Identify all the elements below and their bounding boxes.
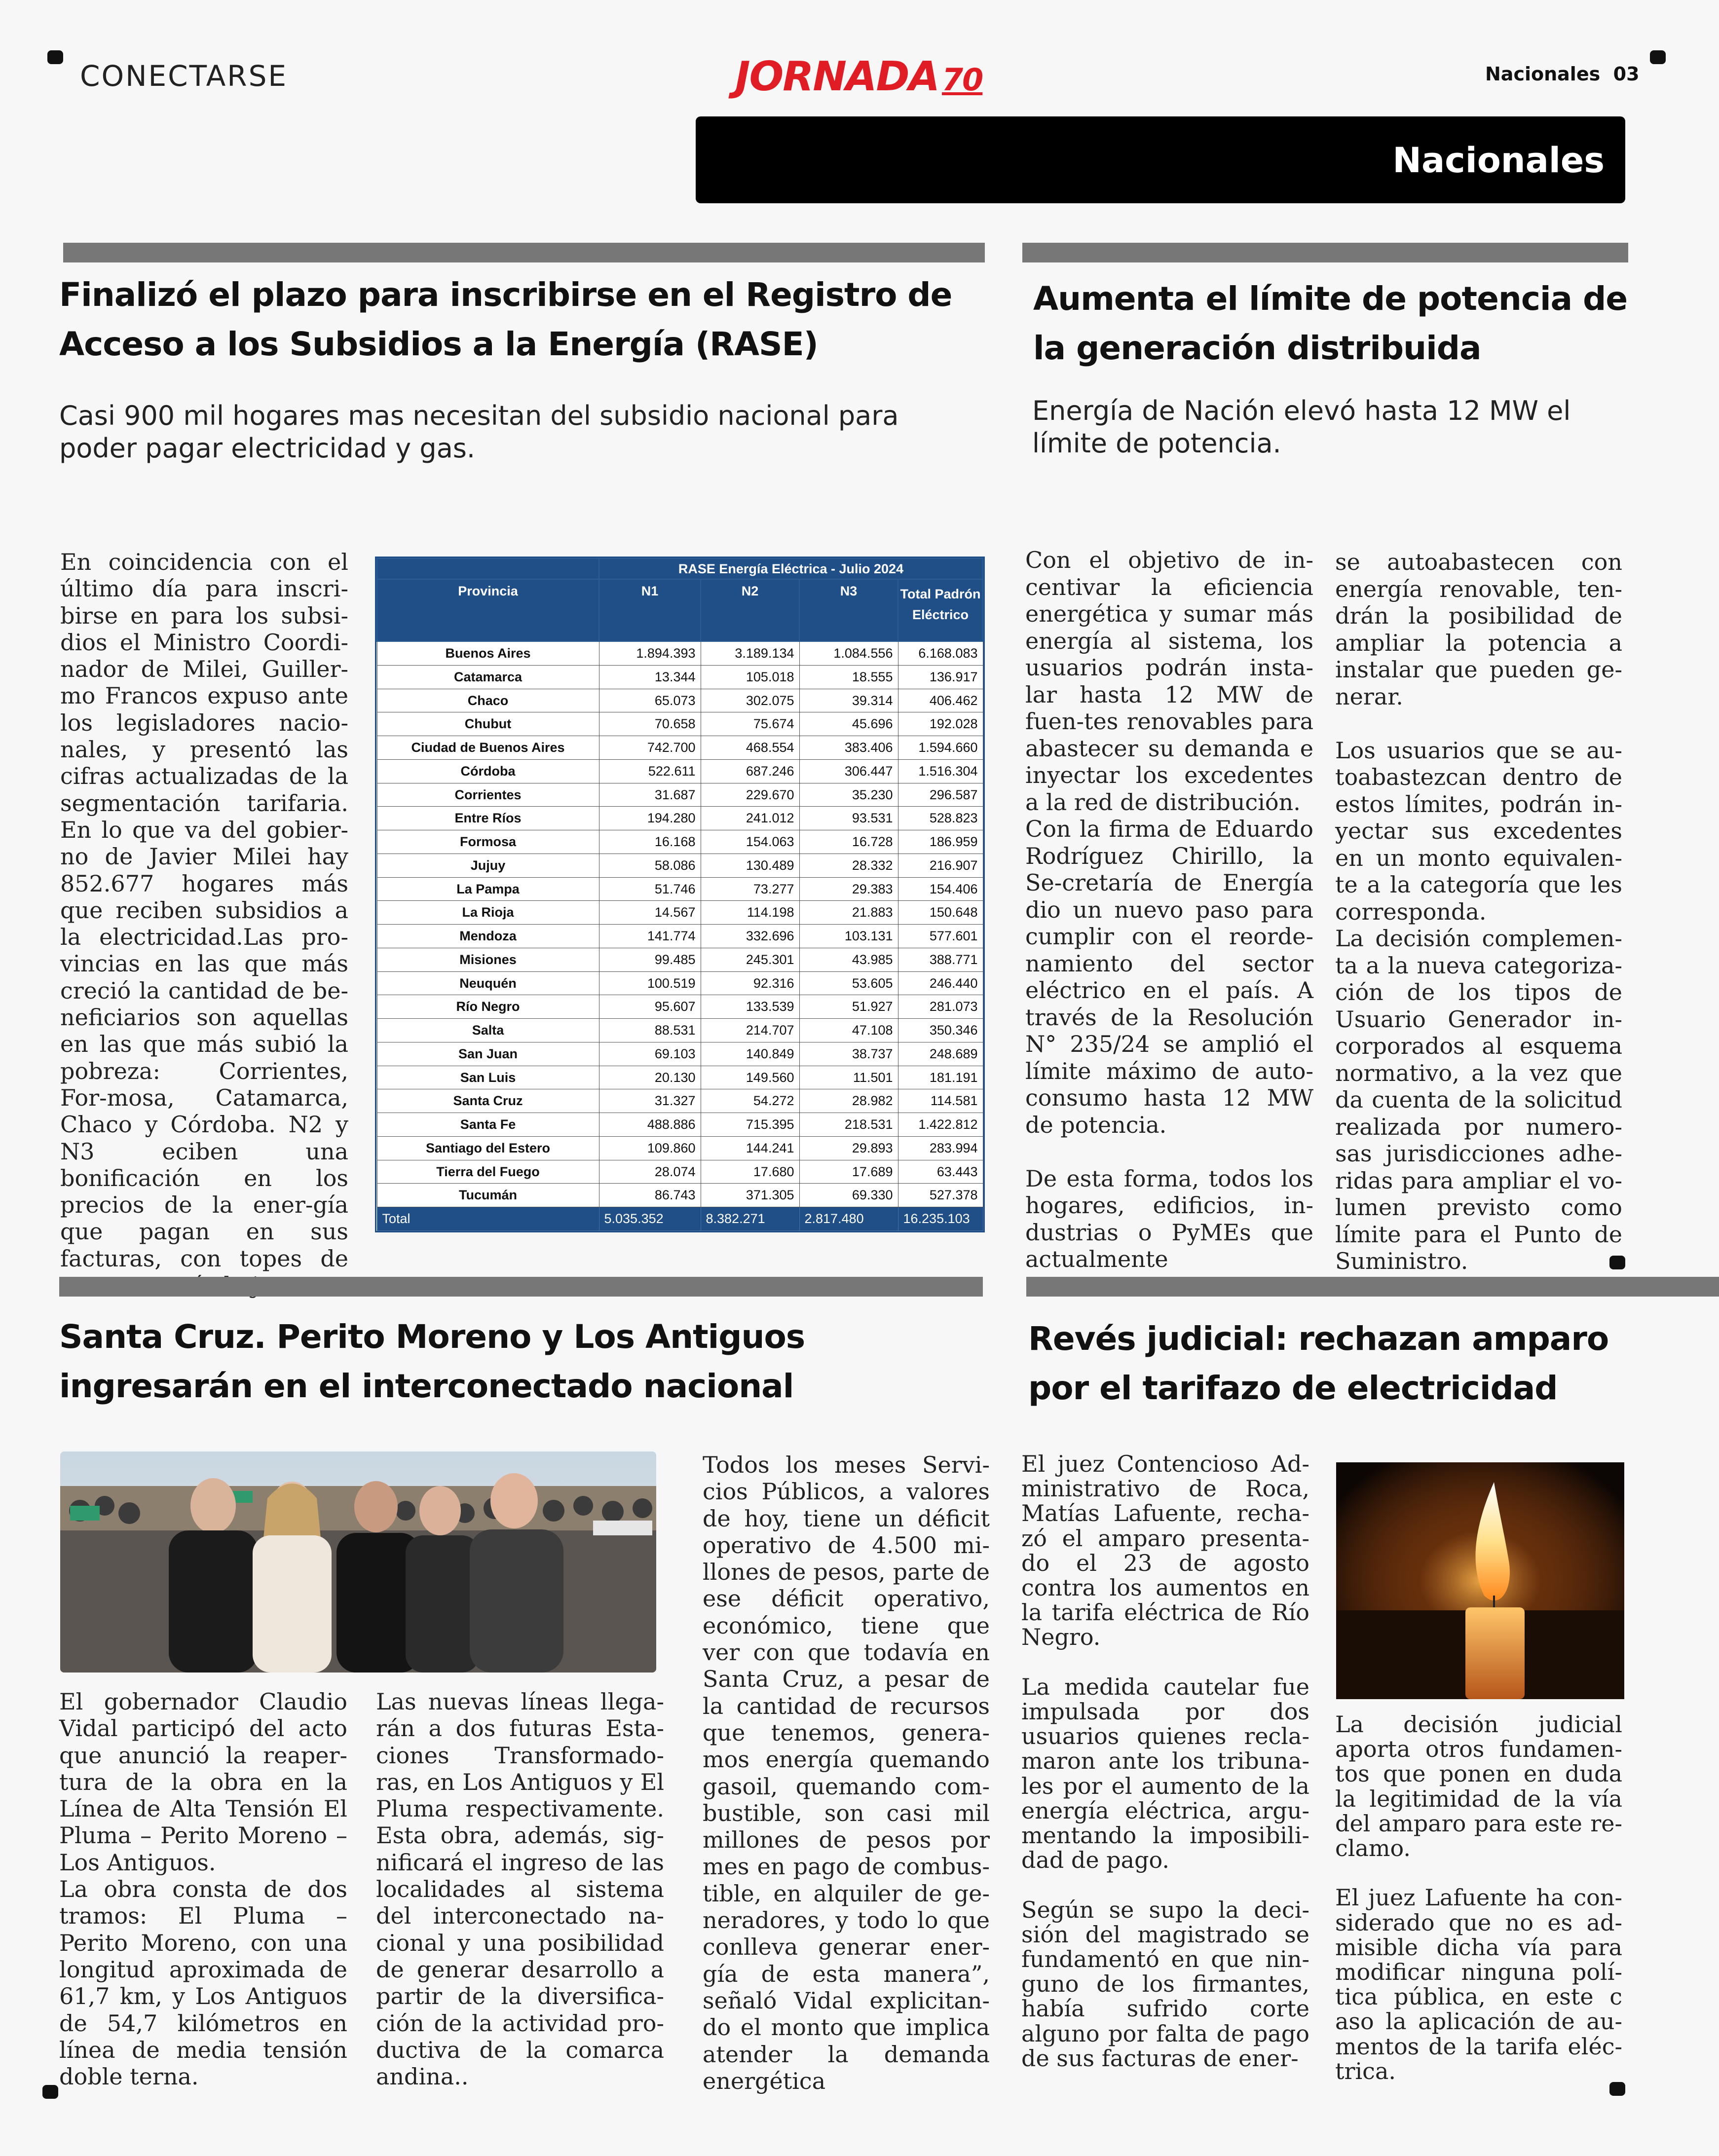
table-cell-total: 283.994 xyxy=(898,1136,983,1160)
table-cell-total: 281.073 xyxy=(898,995,983,1019)
group-photo-svg xyxy=(60,1451,656,1673)
header-n1: N1 xyxy=(599,579,701,641)
table-cell-n3: 53.605 xyxy=(799,971,898,995)
table-cell-total: 16.235.103 xyxy=(898,1207,983,1231)
table-cell-n2: 468.554 xyxy=(701,736,799,760)
table-cell-n3: 43.985 xyxy=(799,948,898,971)
table-cell-n2: 105.018 xyxy=(701,665,799,689)
table-cell-total: 577.601 xyxy=(898,925,983,948)
jornada-logo xyxy=(735,53,982,100)
article-body-santacruz-col2: Las nuevas líneas llega-rán a dos futuras Esta-ciones Transformado-ras, en Los Antiguos y El Pluma respectivamente. Esta obra, además, sig-nificará el ingreso de las localidades al sistema del interconectado na-cional y una posibilidad de generar desarrollo a partir de la diversifica-ción de la actividad pro-ductiva de la comarca andina.. xyxy=(376,1688,664,2090)
table-cell-total: 114.581 xyxy=(898,1089,983,1113)
table-cell-n3: 28.332 xyxy=(799,854,898,877)
table-cell-total: 528.823 xyxy=(898,807,983,830)
article-body-rase: En coincidencia con el último día para inscri-birse en para los subsi-dios el Ministro Coordi-nador de Milei, Guiller-mo Francos expuso ante los legisladores nacio-nales, y presentó las cifras actualizadas de la segmentación tarifaria. En lo que va del gobier-no de Javier Milei hay 852.677 hogares más que reciben subsidios a la electricidad.Las pro-vincias en las que más creció la cantidad de be-neficiarios son aquellas en las que más subió la pobreza: Corrientes, For-mosa, Catamarca, Chaco y Córdoba. N2 y N3 eciben una bonificación en los precios de la ener-gía que pagan en sus facturas, con topes de xyxy=(60,549,348,1272)
table-cell-n2: 245.301 xyxy=(701,948,799,971)
table-cell-n1: 5.035.352 xyxy=(599,1207,701,1231)
table-cell-n1: 28.074 xyxy=(599,1160,701,1184)
table-cell-n1: 100.519 xyxy=(599,971,701,995)
table-cell-n1: 58.086 xyxy=(599,854,701,877)
conectarse-logo: CONECTARSE xyxy=(80,59,288,93)
table-row xyxy=(377,783,983,807)
table-cell-n3: 103.131 xyxy=(799,925,898,948)
table-cell-prov: Santiago del Estero xyxy=(377,1136,599,1160)
table-cell-n2: 3.189.134 xyxy=(701,641,799,665)
table-cell-prov: Santa Cruz xyxy=(377,1089,599,1113)
article-body-santacruz-col3: Todos los meses Servi-cios Públicos, a valores de hoy, tiene un déficit operativo de 4.500 mi-llones de pesos, parte de ese déficit operativo, económico, tiene que ver con que todavía en Santa Cruz, a pesar de la cantidad de recursos que tenemos, genera-mos energía quemando gasoil, quemando com-bustible, son casi mil millones de pesos por mes en pago de combus-tible, en alquiler de ge-neradores, y todo lo que conlleva generar ener-gía de esta manera”, señaló Vidal explicitan-do el monto que implica atender la demanda energética xyxy=(703,1451,990,2094)
table-cell-total: 1.516.304 xyxy=(898,759,983,783)
table-cell-n2: 302.075 xyxy=(701,689,799,712)
table-cell-n3: 29.893 xyxy=(799,1136,898,1160)
article-deck-rase: Casi 900 mil hogares mas necesitan del subsidio nacional para poder pagar electricidad y gas. xyxy=(59,400,899,464)
table-row xyxy=(377,925,983,948)
table-cell-total: 296.587 xyxy=(898,783,983,807)
header-n3: N3 xyxy=(799,579,898,641)
table-cell-n3: 29.383 xyxy=(799,877,898,901)
corner-dot xyxy=(42,2085,58,2099)
table-row xyxy=(377,759,983,783)
table-row xyxy=(377,1113,983,1137)
table-cell-total: 246.440 xyxy=(898,971,983,995)
rase-table-body xyxy=(377,641,983,1231)
table-cell-total: 6.168.083 xyxy=(898,641,983,665)
table-cell-prov: Catamarca xyxy=(377,665,599,689)
table-cell-n1: 16.168 xyxy=(599,830,701,854)
table-cell-total: 154.406 xyxy=(898,877,983,901)
table-cell-prov: Chaco xyxy=(377,689,599,712)
article-headline-santacruz: Santa Cruz. Perito Moreno y Los Antiguos ingresarán en el interconectado nacional xyxy=(59,1318,805,1405)
table-cell-prov: Río Negro xyxy=(377,995,599,1019)
table-cell-n2: 92.316 xyxy=(701,971,799,995)
table-cell-n3: 39.314 xyxy=(799,689,898,712)
table-cell-n2: 130.489 xyxy=(701,854,799,877)
table-row xyxy=(377,901,983,925)
jornada-logo-number: 70 xyxy=(941,62,983,98)
table-cell-n2: 154.063 xyxy=(701,830,799,854)
table-cell-n2: 73.277 xyxy=(701,877,799,901)
header-n2: N2 xyxy=(701,579,799,641)
table-cell-prov: Total xyxy=(377,1207,599,1231)
table-cell-prov: Corrientes xyxy=(377,783,599,807)
table-cell-prov: La Rioja xyxy=(377,901,599,925)
table-cell-prov: Jujuy xyxy=(377,854,599,877)
article-deck-generacion: Energía de Nación elevó hasta 12 MW el límite de potencia. xyxy=(1032,395,1571,459)
table-cell-total: 1.422.812 xyxy=(898,1113,983,1137)
table-row xyxy=(377,854,983,877)
table-cell-n3: 45.696 xyxy=(799,712,898,736)
table-cell-n3: 28.982 xyxy=(799,1089,898,1113)
rase-table-container xyxy=(375,557,985,1232)
table-cell-n1: 95.607 xyxy=(599,995,701,1019)
table-cell-n3: 11.501 xyxy=(799,1066,898,1089)
table-cell-total: 63.443 xyxy=(898,1160,983,1184)
table-row xyxy=(377,665,983,689)
table-cell-prov: San Juan xyxy=(377,1042,599,1066)
table-cell-n3: 69.330 xyxy=(799,1184,898,1207)
table-cell-n2: 133.539 xyxy=(701,995,799,1019)
table-cell-n3: 38.737 xyxy=(799,1042,898,1066)
table-row xyxy=(377,1184,983,1207)
table-cell-n2: 140.849 xyxy=(701,1042,799,1066)
table-cell-n3: 51.927 xyxy=(799,995,898,1019)
table-corner xyxy=(377,558,599,579)
table-cell-n2: 114.198 xyxy=(701,901,799,925)
table-cell-n2: 715.395 xyxy=(701,1113,799,1137)
table-cell-n1: 20.130 xyxy=(599,1066,701,1089)
table-cell-total: 186.959 xyxy=(898,830,983,854)
divider xyxy=(59,1277,983,1297)
table-cell-n3: 93.531 xyxy=(799,807,898,830)
table-cell-n1: 194.280 xyxy=(599,807,701,830)
table-cell-prov: Córdoba xyxy=(377,759,599,783)
table-cell-total: 350.346 xyxy=(898,1019,983,1042)
table-cell-n2: 8.382.271 xyxy=(701,1207,799,1231)
table-cell-n2: 17.680 xyxy=(701,1160,799,1184)
table-cell-n1: 86.743 xyxy=(599,1184,701,1207)
table-row xyxy=(377,1019,983,1042)
table-row xyxy=(377,948,983,971)
table-cell-n3: 383.406 xyxy=(799,736,898,760)
table-row xyxy=(377,807,983,830)
table-cell-prov: Misiones xyxy=(377,948,599,971)
table-cell-n2: 75.674 xyxy=(701,712,799,736)
table-cell-total: 181.191 xyxy=(898,1066,983,1089)
table-row xyxy=(377,877,983,901)
corner-dot xyxy=(1650,50,1666,64)
table-row xyxy=(377,689,983,712)
table-cell-total: 136.917 xyxy=(898,665,983,689)
table-cell-prov: Chubut xyxy=(377,712,599,736)
table-cell-prov: Ciudad de Buenos Aires xyxy=(377,736,599,760)
article-body-santacruz-col1: El gobernador Claudio Vidal participó del acto que anunció la reaper-tura de la obra en la Línea de Alta Tensión El Pluma – Perito Moreno – Los Antiguos. La obra consta de dos tramos: El Pluma – Perito Moreno, con una longitud aproximada de 61,7 km, y Los Antiguos de 54,7 kilómetros en línea de media tensión doble terna. xyxy=(59,1688,347,2090)
table-row xyxy=(377,1066,983,1089)
table-cell-n1: 88.531 xyxy=(599,1019,701,1042)
table-cell-n3: 18.555 xyxy=(799,665,898,689)
table-cell-n1: 13.344 xyxy=(599,665,701,689)
table-cell-prov: Mendoza xyxy=(377,925,599,948)
table-cell-n1: 488.886 xyxy=(599,1113,701,1137)
divider xyxy=(1022,243,1628,262)
table-row xyxy=(377,736,983,760)
table-cell-n1: 141.774 xyxy=(599,925,701,948)
table-cell-n3: 2.817.480 xyxy=(799,1207,898,1231)
table-cell-n3: 16.728 xyxy=(799,830,898,854)
table-row xyxy=(377,1136,983,1160)
table-row xyxy=(377,971,983,995)
table-cell-prov: Salta xyxy=(377,1019,599,1042)
article-body-generacion-col1: Con el objetivo de in-centivar la eficiencia energética y sumar más energía al sistema, los usuarios podrán insta-lar hasta 12 MW de fuen-tes renovables para abastecer su demanda e inyectar los excedentes a la red de distribución. Con la firma de Eduardo Rodríguez Chirillo, la Se-cretaría de Energía dio un nuevo paso para cumplir con el reorde-namiento del sector eléctrico en el país. A través de la Resolución N° 235/24 se amplió el límite máximo de auto-consumo hasta 12 MW de potencia. De esta forma, todos los hogares, edificios, in-dustrias o PyMEs que actualmente xyxy=(1025,547,1313,1272)
table-total-row xyxy=(377,1207,983,1231)
table-cell-n1: 742.700 xyxy=(599,736,701,760)
table-cell-total: 406.462 xyxy=(898,689,983,712)
table-cell-prov: La Pampa xyxy=(377,877,599,901)
table-cell-total: 248.689 xyxy=(898,1042,983,1066)
table-cell-n2: 229.670 xyxy=(701,783,799,807)
table-cell-n1: 31.687 xyxy=(599,783,701,807)
divider xyxy=(1026,1277,1719,1297)
table-cell-n1: 109.860 xyxy=(599,1136,701,1160)
table-cell-n2: 687.246 xyxy=(701,759,799,783)
table-row xyxy=(377,1160,983,1184)
table-cell-prov: Formosa xyxy=(377,830,599,854)
table-cell-total: 1.594.660 xyxy=(898,736,983,760)
divider xyxy=(63,243,985,262)
table-cell-n3: 1.084.556 xyxy=(799,641,898,665)
article-headline-generacion: Aumenta el límite de potencia de la generación distribuida xyxy=(1033,280,1628,367)
table-cell-n2: 144.241 xyxy=(701,1136,799,1160)
table-cell-n1: 99.485 xyxy=(599,948,701,971)
article-body-reves-col2: La decisión judicial aporta otros fundamen-tos que ponen en duda la legitimidad de la vía del amparo para este re-clamo. El juez Lafuente ha con-siderado que no es ad-misible dicha vía para modificar ninguna polí-tica pública, en este c aso la aplicación de au-mentos de la tarifa eléc-trica. xyxy=(1335,1711,1622,2084)
table-row xyxy=(377,830,983,854)
jornada-logo-name: JORNADA xyxy=(735,53,939,100)
table-cell-prov: Entre Ríos xyxy=(377,807,599,830)
table-title: RASE Energía Eléctrica - Julio 2024 xyxy=(599,558,983,579)
table-cell-n1: 31.327 xyxy=(599,1089,701,1113)
rase-table xyxy=(376,558,983,1231)
table-cell-prov: San Luis xyxy=(377,1066,599,1089)
section-bar xyxy=(696,116,1625,203)
table-cell-n1: 65.073 xyxy=(599,689,701,712)
table-row xyxy=(377,1042,983,1066)
table-cell-n3: 47.108 xyxy=(799,1019,898,1042)
article-body-generacion-col2: se autoabastecen con energía renovable, ten-drán la posibilidad de ampliar la potencia a instalar que pueden ge-nerar. Los usuarios que se au-toabastezcan dentro de estos límites, podrán in-yectar sus excedentes en un monto equivalen-te a la categoría que les corresponda. La decisión complemen-ta a la nueva categoriza-ción de los tipos de Usuario Generador in-corporados al esquema normativo, a la vez que da cuenta de la solicitud realizada por numero-sas jurisdicciones adhe-ridas para ampliar el vo-lumen previsto como límite para el Punto de Suministro. xyxy=(1335,549,1622,1274)
table-cell-n2: 241.012 xyxy=(701,807,799,830)
table-cell-n1: 51.746 xyxy=(599,877,701,901)
header-provincia: Provincia xyxy=(377,579,599,641)
table-cell-total: 388.771 xyxy=(898,948,983,971)
table-cell-total: 216.907 xyxy=(898,854,983,877)
table-cell-n2: 214.707 xyxy=(701,1019,799,1042)
article-headline-reves: Revés judicial: rechazan amparo por el tarifazo de electricidad xyxy=(1028,1320,1609,1407)
candle-photo-svg xyxy=(1336,1462,1624,1699)
table-cell-prov: Tierra del Fuego xyxy=(377,1160,599,1184)
table-cell-n1: 69.103 xyxy=(599,1042,701,1066)
table-cell-n2: 54.272 xyxy=(701,1089,799,1113)
corner-dot xyxy=(47,50,63,64)
table-cell-n1: 1.894.393 xyxy=(599,641,701,665)
table-cell-prov: Neuquén xyxy=(377,971,599,995)
table-row xyxy=(377,1089,983,1113)
article-headline-rase: Finalizó el plazo para inscribirse en el Registro de Acceso a los Subsidios a la Energía (RASE) xyxy=(59,276,952,363)
table-cell-n2: 149.560 xyxy=(701,1066,799,1089)
corner-dot xyxy=(1609,2082,1625,2096)
article-body-reves-col1: El juez Contencioso Ad-ministrativo de Roca, Matías Lafuente, recha-zó el amparo presenta-do el 23 de agosto contra los aumentos en la tarifa eléctrica de Río Negro. La medida cautelar fue impulsada por dos usuarios quienes recla-maron ante los tribuna-les por el aumento de la energía eléctrica, argu-mentando la imposibili-dad de pago. Según se supo la deci-sión del magistrado se fundamentó en que nin-guno de los firmantes, había sufrido corte alguno por falta de pago de sus facturas de ener- xyxy=(1021,1450,1309,2072)
table-cell-n1: 14.567 xyxy=(599,901,701,925)
table-cell-prov: Tucumán xyxy=(377,1184,599,1207)
table-cell-total: 150.648 xyxy=(898,901,983,925)
header-total: Total Padrón Eléctrico xyxy=(898,579,983,641)
table-cell-n3: 218.531 xyxy=(799,1113,898,1137)
group-photo xyxy=(60,1451,656,1673)
table-cell-n3: 35.230 xyxy=(799,783,898,807)
candle-photo xyxy=(1336,1462,1624,1699)
table-cell-total: 192.028 xyxy=(898,712,983,736)
table-cell-n3: 21.883 xyxy=(799,901,898,925)
table-cell-prov: Buenos Aires xyxy=(377,641,599,665)
table-cell-n1: 522.611 xyxy=(599,759,701,783)
table-row xyxy=(377,995,983,1019)
table-cell-n1: 70.658 xyxy=(599,712,701,736)
table-cell-prov: Santa Fe xyxy=(377,1113,599,1137)
section-title: Nacionales xyxy=(1392,140,1605,181)
table-cell-n2: 332.696 xyxy=(701,925,799,948)
table-cell-n2: 371.305 xyxy=(701,1184,799,1207)
page-label: Nacionales 03 xyxy=(1485,63,1640,85)
table-cell-n3: 17.689 xyxy=(799,1160,898,1184)
table-cell-total: 527.378 xyxy=(898,1184,983,1207)
table-row xyxy=(377,641,983,665)
table-cell-n3: 306.447 xyxy=(799,759,898,783)
table-row xyxy=(377,712,983,736)
